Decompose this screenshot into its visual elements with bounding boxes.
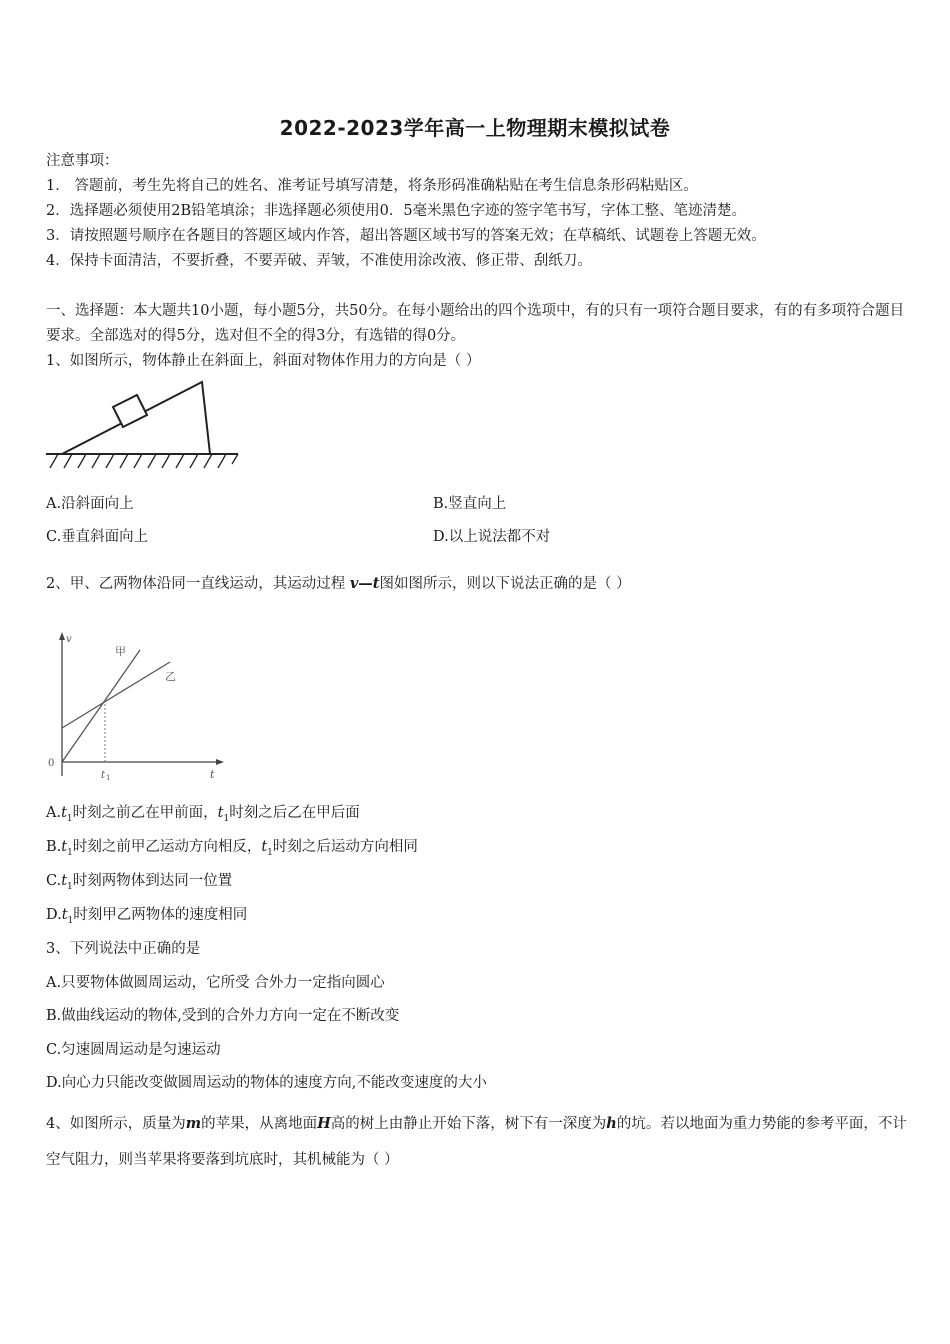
- y-axis-label: v: [66, 634, 72, 645]
- q1-option-c: C.垂直斜面向上: [46, 529, 149, 545]
- label-yi: 乙: [165, 670, 176, 683]
- tick-t1: t: [101, 770, 106, 781]
- section-intro: 一、选择题：本大题共10小题，每小题5分，共50分。在每小题给出的四个选项中，有的只有一项符合题目要求，有的有多项符合题目要求。全部选对的得5分，选对但不全的得3分，有选错的得0分。: [46, 303, 905, 344]
- x-axis-arrow: [216, 759, 224, 765]
- notice-item: 4．保持卡面清洁，不要折叠，不要弄破、弄皱，不准使用涂改液、修正带、刮纸刀。: [46, 253, 592, 269]
- question-4-stem: 4、如图所示，质量为m的苹果，从离地面H高的树上由静止开始下落，树下有一深度为h的坑。若以地面为重力势能的参考平面，不计空气阻力，则当苹果将要落到坑底时，其机械能为（ ）: [46, 1115, 907, 1168]
- q3-option-d: D.向心力只能改变做圆周运动的物体的速度方向,不能改变速度的大小: [46, 1075, 487, 1091]
- label-jia: 甲: [115, 645, 126, 658]
- q1-option-b: B.竖直向上: [433, 496, 507, 512]
- line-jia: [62, 650, 140, 762]
- origin-label: 0: [48, 758, 55, 769]
- q2-stem-vt: v—t: [349, 575, 380, 592]
- question-2-stem: [46, 573, 631, 595]
- q2-option-a: $A.t_1$时刻之前乙在甲前面，$t_1$时刻之后乙在甲后面: [46, 805, 360, 824]
- q3-option-a: A.只要物体做圆周运动，它所受 合外力一定指向圆心: [46, 975, 385, 991]
- ground-hatching: [50, 454, 238, 468]
- q2-stem-before: 2、甲、乙两物体沿同一直线运动，其运动过程: [46, 576, 350, 592]
- y-axis-arrow: [59, 632, 65, 640]
- q3-option-c: C.匀速圆周运动是匀速运动: [46, 1042, 221, 1058]
- block: [113, 395, 147, 427]
- question-1-stem: 1、如图所示，物体静止在斜面上，斜面对物体作用力的方向是（ ）: [46, 353, 481, 369]
- q2-option-b: $B.t_1$时刻之前甲乙运动方向相反，$t_1$时刻之后运动方向相同: [46, 839, 418, 858]
- q2-stem-after: 图如图所示，则以下说法正确的是（ ）: [379, 576, 631, 592]
- notice-item: 3．请按照题号顺序在各题目的答题区域内作答，超出答题区域书写的答案无效；在草稿纸、试题卷上答题无效。: [46, 228, 766, 244]
- q2-option-d: $D.t_1$时刻甲乙两物体的速度相同: [46, 907, 248, 926]
- exam-title: 2022-2023学年高一上物理期末模拟试卷: [279, 116, 671, 140]
- notice-heading: 注意事项：: [46, 153, 119, 169]
- q1-option-a: A.沿斜面向上: [46, 496, 134, 512]
- question-3-stem: 3、下列说法中正确的是: [46, 941, 201, 957]
- line-yi: [62, 662, 170, 728]
- q3-option-b: B.做曲线运动的物体,受到的合外力方向一定在不断改变: [46, 1008, 400, 1024]
- q2-option-c: $C.t_1$时刻两物体到达同一位置: [46, 873, 233, 892]
- tick-t1-sub: 1: [106, 774, 111, 782]
- x-axis-label: t: [210, 768, 215, 781]
- vt-graph: [40, 628, 230, 788]
- notice-item: 2．选择题必须使用2B铅笔填涂；非选择题必须使用0．5毫米黑色字迹的签字笔书写，字体工整、笔迹清楚。: [46, 203, 747, 219]
- q1-option-d: D.以上说法都不对: [433, 529, 551, 545]
- notice-item: 1． 答题前，考生先将自己的姓名、准考证号填写清楚，将条形码准确粘贴在考生信息条形码粘贴区。: [46, 178, 698, 194]
- incline-figure: [44, 378, 244, 478]
